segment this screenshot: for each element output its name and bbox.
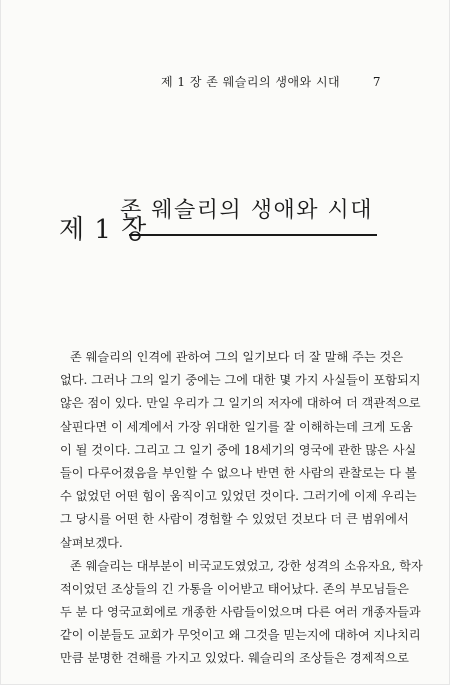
- chapter-label: 제 1 장: [59, 215, 148, 245]
- body-line: 들이 다루어졌음을 부인할 수 없으나 반면 한 사람의 관찰로는 다 볼: [60, 465, 417, 480]
- body-line: 않은 점이 있다. 만일 우리가 그 일기의 저자에 대하여 더 객관적으로: [60, 396, 421, 411]
- body-line: 존 웨슬리는 대부분이 비국교도였었고, 강한 성격의 소유자요, 학자: [70, 558, 423, 573]
- body-line: 없다. 그러나 그의 일기 중에는 그에 대한 몇 가지 사실들이 포함되지: [60, 373, 421, 388]
- body-text: [60, 346, 423, 671]
- chapter-title-underline: [129, 234, 377, 236]
- chapter-title: 존 웨슬리의 생애와 시대: [119, 198, 373, 223]
- body-line: 살핀다면 이 세계에서 가장 위대한 일기를 잘 이해하는데 크게 도움: [60, 419, 413, 434]
- body-line: 수 없었던 어떤 힘이 움직이고 있었던 것이다. 그러기에 이제 우리는: [60, 489, 417, 504]
- body-line: 살펴보겠다.: [60, 535, 123, 550]
- running-header-title: 제 1 장 존 웨슬리의 생애와 시대: [161, 75, 341, 89]
- body-line: 두 분 다 영국교회에로 개종한 사람들이었으며 다른 여러 개종자들과: [60, 605, 421, 620]
- body-line: 같이 이분들도 교회가 무엇이고 왜 그것을 믿는지에 대하여 지나치리: [60, 628, 421, 643]
- body-line: 존 웨슬리의 인격에 관하여 그의 일기보다 더 잘 말해 주는 것은: [70, 350, 404, 364]
- body-line: 적이었던 조상들의 긴 가통을 이어받고 태어났다. 존의 부모님들은: [60, 581, 409, 596]
- running-header: [161, 73, 381, 91]
- body-line: 만큼 분명한 견해를 가지고 있었다. 웨슬리의 조상들은 경제적으로: [60, 651, 409, 666]
- page-number: 7: [372, 75, 381, 89]
- body-line: 그 당시를 어떤 한 사람이 경험할 수 있었던 것보다 더 큰 범위에서: [60, 512, 409, 527]
- body-line: 이 될 것이다. 그리고 그 일기 중에 18세기의 영국에 관한 많은 사실: [60, 442, 417, 457]
- chapter-heading: [59, 194, 377, 248]
